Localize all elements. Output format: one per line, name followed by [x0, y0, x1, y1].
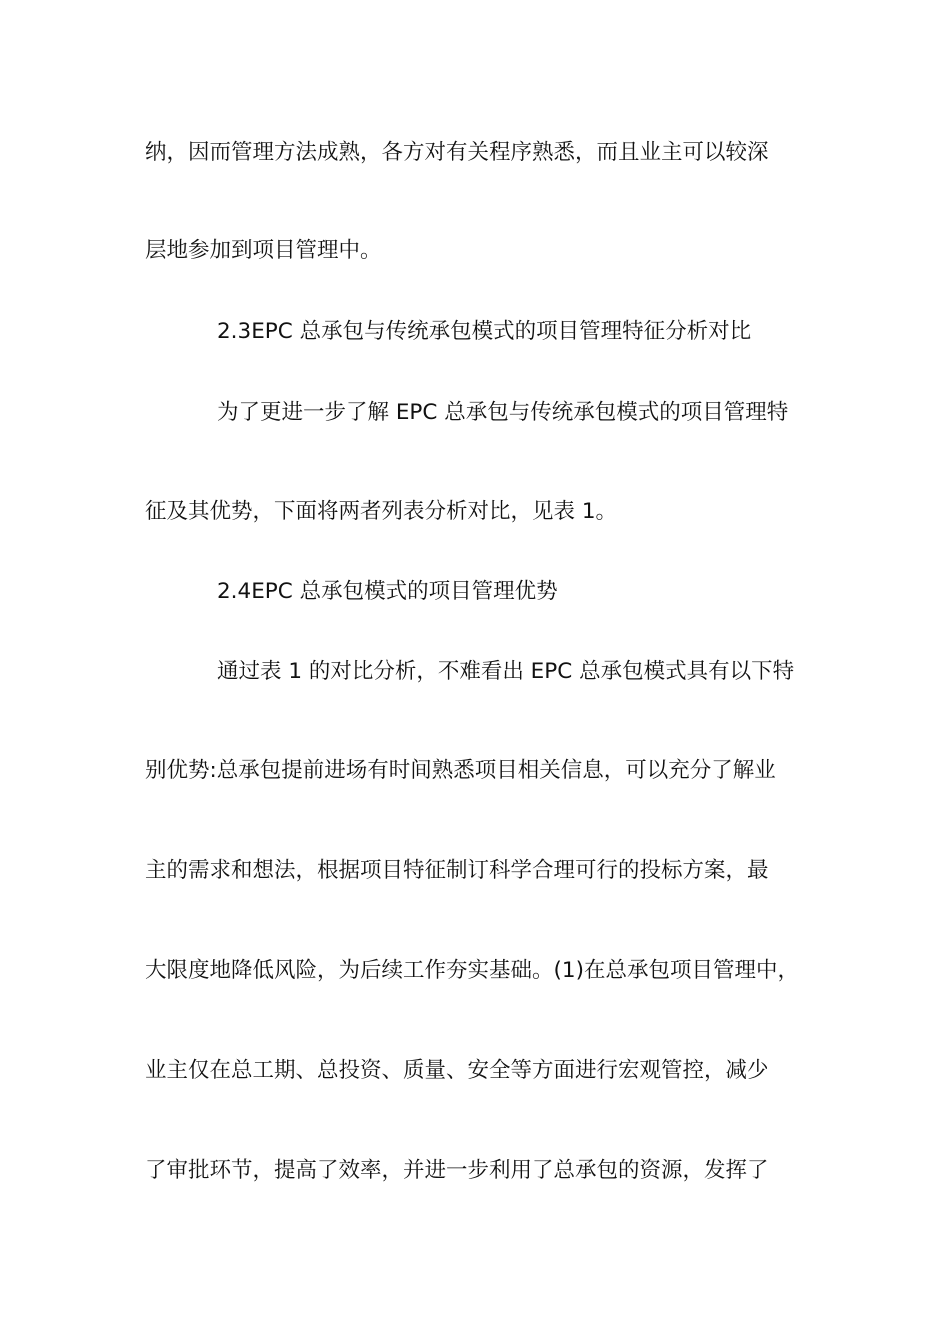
paragraph-line: 层地参加到项目管理中。 — [145, 238, 382, 263]
paragraph-line: 了审批环节，提高了效率，并进一步利用了总承包的资源，发挥了 — [145, 1158, 769, 1183]
section-heading: 2.4EPC 总承包模式的项目管理优势 — [217, 579, 558, 604]
paragraph-line: 大限度地降低风险，为后续工作夯实基础。(1)在总承包项目管理中， — [145, 958, 799, 983]
paragraph-line: 通过表 1 的对比分析，不难看出 EPC 总承包模式具有以下特 — [217, 659, 795, 684]
paragraph-line: 为了更进一步了解 EPC 总承包与传统承包模式的项目管理特 — [217, 400, 789, 425]
paragraph-line: 纳，因而管理方法成熟，各方对有关程序熟悉，而且业主可以较深 — [145, 140, 769, 165]
paragraph-line: 征及其优势，下面将两者列表分析对比，见表 1。 — [145, 499, 618, 524]
paragraph-line: 业主仅在总工期、总投资、质量、安全等方面进行宏观管控，减少 — [145, 1058, 769, 1083]
section-heading: 2.3EPC 总承包与传统承包模式的项目管理特征分析对比 — [217, 319, 752, 344]
paragraph-line: 别优势:总承包提前进场有时间熟悉项目相关信息，可以充分了解业 — [145, 758, 776, 783]
paragraph-line: 主的需求和想法，根据项目特征制订科学合理可行的投标方案，最 — [145, 858, 769, 883]
